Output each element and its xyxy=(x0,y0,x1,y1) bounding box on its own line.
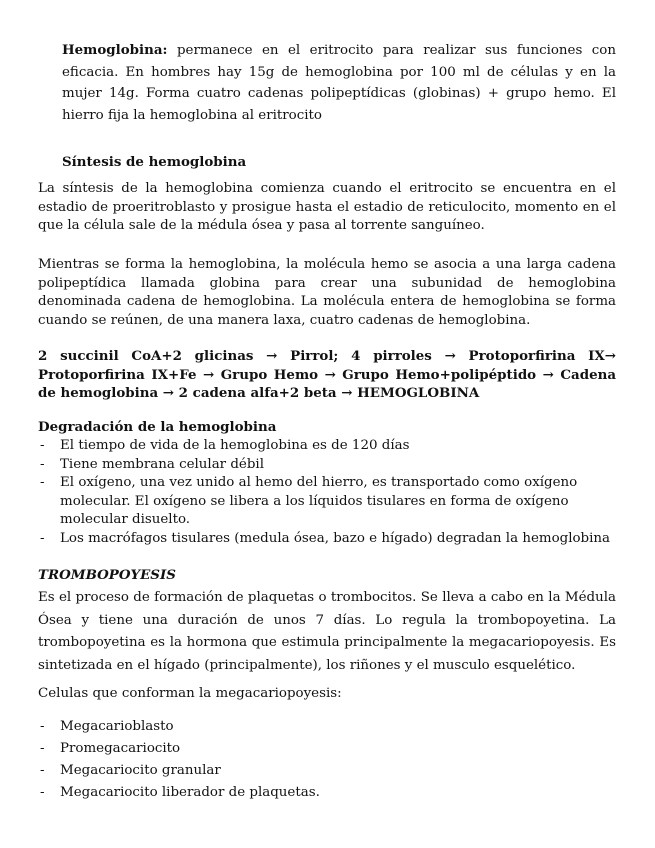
hemoglobina-term: Hemoglobina: xyxy=(62,42,168,58)
list-item xyxy=(38,456,616,475)
list-item-text: El oxígeno, una vez unido al hemo del hierro, es transportado como oxígeno molecular. El oxígeno se libera a los líquidos tisulares en forma de oxígeno molecular disuelto. xyxy=(60,475,578,527)
sintesis-heading: Síntesis de hemoglobina xyxy=(62,154,247,170)
list-item xyxy=(38,782,616,804)
list-item-text: El tiempo de vida de la hemoglobina es de 120 días xyxy=(60,438,410,453)
list-item-text: Tiene membrana celular débil xyxy=(60,456,264,472)
list-dash: - xyxy=(40,741,45,756)
list-dash: - xyxy=(40,438,45,453)
list-item xyxy=(38,437,616,456)
list-item-text: Promegacariocito xyxy=(60,741,181,756)
megacariopoyesis-cells-list xyxy=(38,716,616,804)
sintesis-paragraph-1: La síntesis de la hemoglobina comienza cuando el eritrocito se encuentra en el estadio de proeritroblasto y prosigue hasta el estadio de reticulocito, momento en el que la célula sale de la médula ósea y pasa al torrente sanguíneo. xyxy=(38,181,616,233)
list-dash: - xyxy=(40,785,45,800)
trombopoyesis-heading: TROMBOPOYESIS xyxy=(38,567,176,583)
cells-intro: Celulas que conforman la megacariopoyesis: xyxy=(38,686,342,701)
list-item-text: Los macrófagos tisulares (medula ósea, bazo e hígado) degradan la hemoglobina xyxy=(60,530,611,546)
list-item xyxy=(38,738,616,760)
list-dash: - xyxy=(40,719,45,734)
degradacion-list xyxy=(38,437,616,548)
list-dash: - xyxy=(40,763,45,778)
sintesis-paragraph-2: Mientras se forma la hemoglobina, la molécula hemo se asocia a una larga cadena polipeptídica llamada globina para crear una subunidad de hemoglobina denominada cadena de hemoglobina. La molécula entera de hemoglobina se forma cuando se reúnen, de una manera laxa, cuatro cadenas de hemoglobina. xyxy=(38,257,616,328)
list-dash: - xyxy=(40,456,45,472)
trombopoyesis-paragraph: Es el proceso de formación de plaquetas o trombocitos. Se lleva a cabo en la Médula Ósea y tiene una duración de unos 7 días. Lo regula la trombopoyetina. La trombopoyetina es la hormona que estimula principalmente la megacariopoyesis. Es sintetizada en el hígado (principalmente), los riñones y el musculo esquelético. xyxy=(38,590,616,673)
list-item-text: Megacariocito granular xyxy=(60,763,221,778)
list-item-text: Megacarioblasto xyxy=(60,719,174,734)
synthesis-pathway: 2 succinil CoA+2 glicinas → Pirrol; 4 pirroles → Protoporfirina IX→ Protoporfirina IX+Fe → Grupo Hemo → Grupo Hemo+polipéptido → Cadena de hemoglobina → 2 cadena alfa+2 beta → HEMOGLOBINA xyxy=(38,348,616,401)
hemoglobina-text: permanece en el eritrocito para realizar sus funciones con eficacia. En hombres hay 15g de hemoglobina por 100 ml de células y en la mujer 14g. Forma cuatro cadenas polipeptídicas (globinas) + grupo hemo. El hierro fija la hemoglobina al eritrocito xyxy=(62,43,616,123)
list-item-text: Megacariocito liberador de plaquetas. xyxy=(60,785,320,800)
list-item xyxy=(38,716,616,738)
hemoglobina-paragraph xyxy=(62,40,616,126)
list-dash: - xyxy=(40,475,45,490)
list-item xyxy=(38,474,616,530)
list-item xyxy=(38,530,616,549)
degradacion-heading: Degradación de la hemoglobina xyxy=(38,419,277,435)
list-item xyxy=(38,760,616,782)
list-dash: - xyxy=(40,530,45,546)
